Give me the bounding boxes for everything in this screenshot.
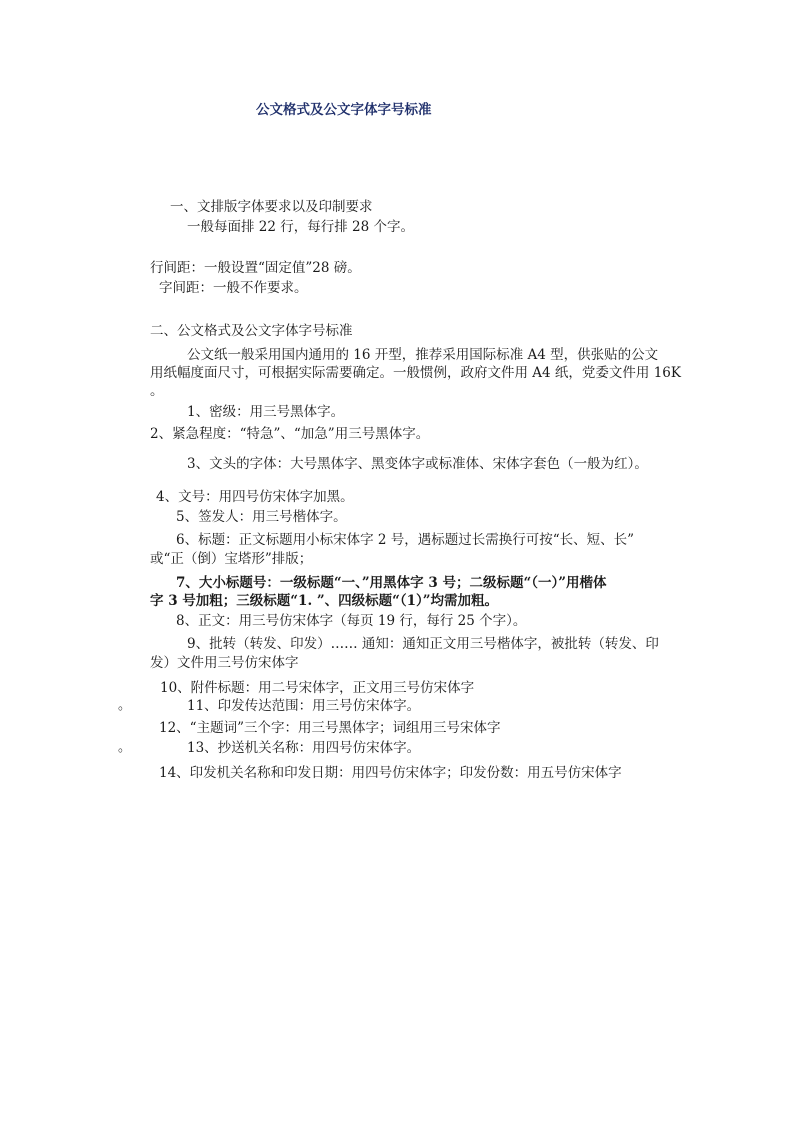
section1-heading: 一、文排版字体要求以及印制要求 [170,199,373,215]
section2-para-line2: 用纸幅度面尺寸，可根据实际需要确定。一般惯例，政府文件用 A4 纸，党委文件用 16K [150,365,681,381]
list-item-6-line1: 6、标题：正文标题用小标宋体字 2 号，遇标题过长需换行可按“长、短、长” [176,532,635,548]
list-item-7-line1: 7、大小标题号：一级标题“一、”用黑体字 3 号；二级标题“（一）”用楷体 [176,575,607,591]
list-item-8: 8、正文：用三号仿宋体字（每页 19 行，每行 25 个字）。 [176,613,527,629]
section2-para-line1: 公文纸一般采用国内通用的 16 开型，推荐采用国际标准 A4 型，供张贴的公文 [187,347,659,363]
list-item-14: 14、印发机关名称和印发日期：用四号仿宋体字；印发份数：用五号仿宋体字 [159,765,622,781]
section2-para-line3: 。 [150,383,164,399]
section2-heading: 二、公文格式及公文字体字号标准 [150,323,353,339]
list-item-9-line2: 发）文件用三号仿宋体字 [150,655,299,671]
list-item-1: 1、密级：用三号黑体字。 [187,404,345,420]
list-item-13-dot: 。 [118,740,132,755]
list-item-11: 11、印发传达范围：用三号仿宋体字。 [187,698,421,714]
list-item-12: 12、“主题词”三个字：用三号黑体字；词组用三号宋体字 [159,720,501,736]
section1-line2: 行间距：一般设置“固定值”28 磅。 [150,260,361,276]
document-title: 公文格式及公文字体字号标准 [256,102,432,118]
list-item-7-line2: 字 3 号加粗；三级标题“1. ”、四级标题“（1）”均需加粗。 [150,593,499,609]
list-item-2: 2、紧急程度：“特急”、“加急”用三号黑体字。 [150,426,430,442]
list-item-4: 4、文号：用四号仿宋体字加黑。 [156,489,354,505]
list-item-3: 3、文头的字体：大号黑体字、黑变体字或标准体、宋体字套色（一般为红）。 [187,456,648,472]
list-item-6-line2: 或“正（倒）宝塔形”排版； [150,551,313,567]
section1-line1: 一般每面排 22 行，每行排 28 个字。 [187,219,415,235]
section1-line3: 字间距：一般不作要求。 [159,280,308,296]
list-item-10: 10、附件标题：用二号宋体字，正文用三号仿宋体字 [160,680,475,696]
list-item-11-dot: 。 [118,698,132,713]
list-item-9-line1: 9、批转（转发、印发）…… 通知：通知正文用三号楷体字，被批转（转发、印 [187,636,659,652]
list-item-13: 13、抄送机关名称：用四号仿宋体字。 [187,740,421,756]
list-item-5: 5、签发人：用三号楷体字。 [176,509,347,525]
